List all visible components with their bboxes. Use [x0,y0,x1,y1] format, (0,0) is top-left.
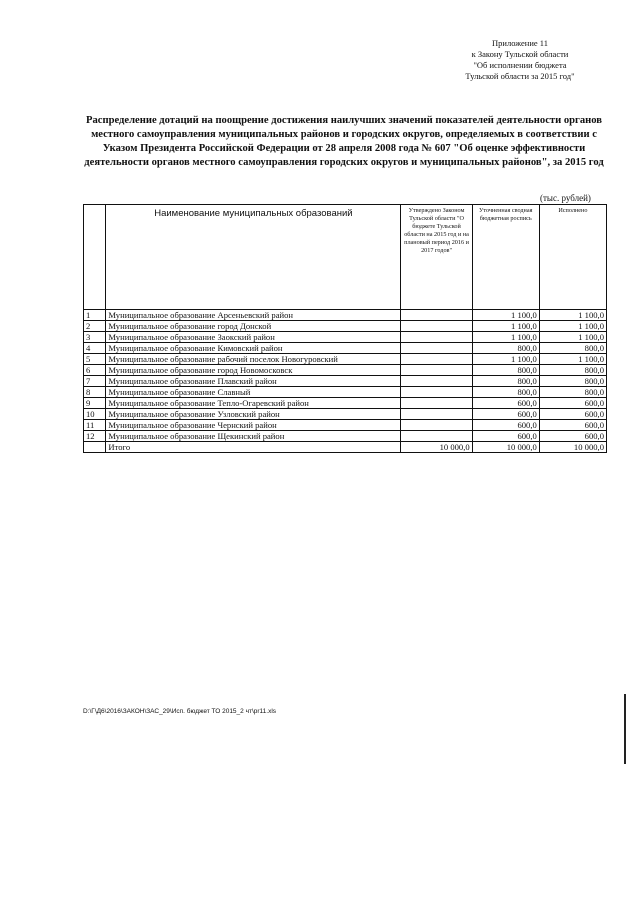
header-name: Наименование муниципальных образований [106,205,401,310]
row-name: Муниципальное образование Кимовский район [106,343,401,354]
total-executed: 10 000,0 [539,442,606,453]
header-approved: Утверждено Законом Тульской области "О бюджете Тульской области на 2015 год и на плановый период 2016 и 2017 годов" [401,205,472,310]
table-row [84,431,607,442]
row-number: 10 [84,409,106,420]
appendix-line-4: Тульской области за 2015 год" [465,71,575,81]
row-revised: 600,0 [472,398,539,409]
table-row [84,343,607,354]
row-executed: 1 100,0 [539,354,606,365]
row-name: Муниципальное образование Узловский район [106,409,401,420]
row-number: 8 [84,387,106,398]
row-executed: 600,0 [539,398,606,409]
row-executed: 800,0 [539,376,606,387]
row-name: Муниципальное образование Славный [106,387,401,398]
row-name: Муниципальное образование рабочий поселок Новогуровский [106,354,401,365]
table-row [84,420,607,431]
appendix-line-1: Приложение 11 [492,38,548,48]
appendix-line-3: "Об исполнении бюджета [473,60,567,70]
row-name: Муниципальное образование Тепло-Огаревский район [106,398,401,409]
header-num [84,205,106,310]
row-number: 12 [84,431,106,442]
row-revised: 1 100,0 [472,354,539,365]
total-name: Итого [106,442,401,453]
row-revised: 600,0 [472,420,539,431]
distribution-table [83,204,607,453]
total-revised: 10 000,0 [472,442,539,453]
row-name: Муниципальное образование город Донской [106,321,401,332]
row-executed: 1 100,0 [539,332,606,343]
row-approved [401,354,472,365]
row-revised: 800,0 [472,343,539,354]
appendix-line-2: к Закону Тульской области [471,49,569,59]
table-row [84,354,607,365]
row-number: 7 [84,376,106,387]
table-row [84,332,607,343]
row-executed: 1 100,0 [539,321,606,332]
table-row [84,376,607,387]
row-approved [401,310,472,321]
file-path: D:\Г\Д6\2016\ЗАКОН\ЗАС_29\Исп. бюджет ТО 2015_2 чт\pr11.xls [83,708,277,715]
document-title: Распределение дотаций на поощрение достижения наилучших значений показателей деятельности органов местного самоуправления муниципальных районов и городских округов, определяемых в соответствии с Указом Президента Российской Федерации от 28 апреля 2008 года № 607 "Об оценке эффективности деятельности органов местного самоуправления городских округов и муниципальных районов", за 2015 год [84,115,604,168]
row-approved [401,376,472,387]
row-number: 2 [84,321,106,332]
row-name: Муниципальное образование Арсеньевский район [106,310,401,321]
row-number: 1 [84,310,106,321]
header-revised: Уточненная сводная бюджетная роспись [472,205,539,310]
row-approved [401,332,472,343]
table-total-row [84,442,607,453]
row-name: Муниципальное образование Щекинский район [106,431,401,442]
row-approved [401,431,472,442]
row-number: 11 [84,420,106,431]
row-approved [401,387,472,398]
row-approved [401,398,472,409]
row-executed: 800,0 [539,387,606,398]
row-number: 5 [84,354,106,365]
row-approved [401,321,472,332]
total-num [84,442,106,453]
row-revised: 600,0 [472,431,539,442]
row-name: Муниципальное образование Плавский район [106,376,401,387]
row-approved [401,343,472,354]
table-row [84,310,607,321]
table-row [84,398,607,409]
table-row [84,321,607,332]
row-revised: 800,0 [472,365,539,376]
row-number: 9 [84,398,106,409]
row-revised: 1 100,0 [472,310,539,321]
row-revised: 1 100,0 [472,332,539,343]
row-executed: 1 100,0 [539,310,606,321]
scan-edge-line [624,694,626,764]
units-label: (тыс. рублей) [540,193,591,203]
row-number: 3 [84,332,106,343]
total-approved: 10 000,0 [401,442,472,453]
row-revised: 600,0 [472,409,539,420]
row-executed: 600,0 [539,409,606,420]
appendix-block [420,38,620,82]
row-revised: 800,0 [472,387,539,398]
row-number: 6 [84,365,106,376]
row-executed: 800,0 [539,365,606,376]
row-name: Муниципальное образование Чернский район [106,420,401,431]
row-revised: 800,0 [472,376,539,387]
header-executed: Исполнено [539,205,606,310]
row-approved [401,409,472,420]
table-row [84,387,607,398]
row-name: Муниципальное образование Заокский район [106,332,401,343]
row-revised: 1 100,0 [472,321,539,332]
row-approved [401,365,472,376]
table-row [84,409,607,420]
row-number: 4 [84,343,106,354]
row-executed: 600,0 [539,431,606,442]
row-approved [401,420,472,431]
table-header-row [84,205,607,310]
table-row [84,365,607,376]
row-executed: 800,0 [539,343,606,354]
row-name: Муниципальное образование город Новомосковск [106,365,401,376]
row-executed: 600,0 [539,420,606,431]
